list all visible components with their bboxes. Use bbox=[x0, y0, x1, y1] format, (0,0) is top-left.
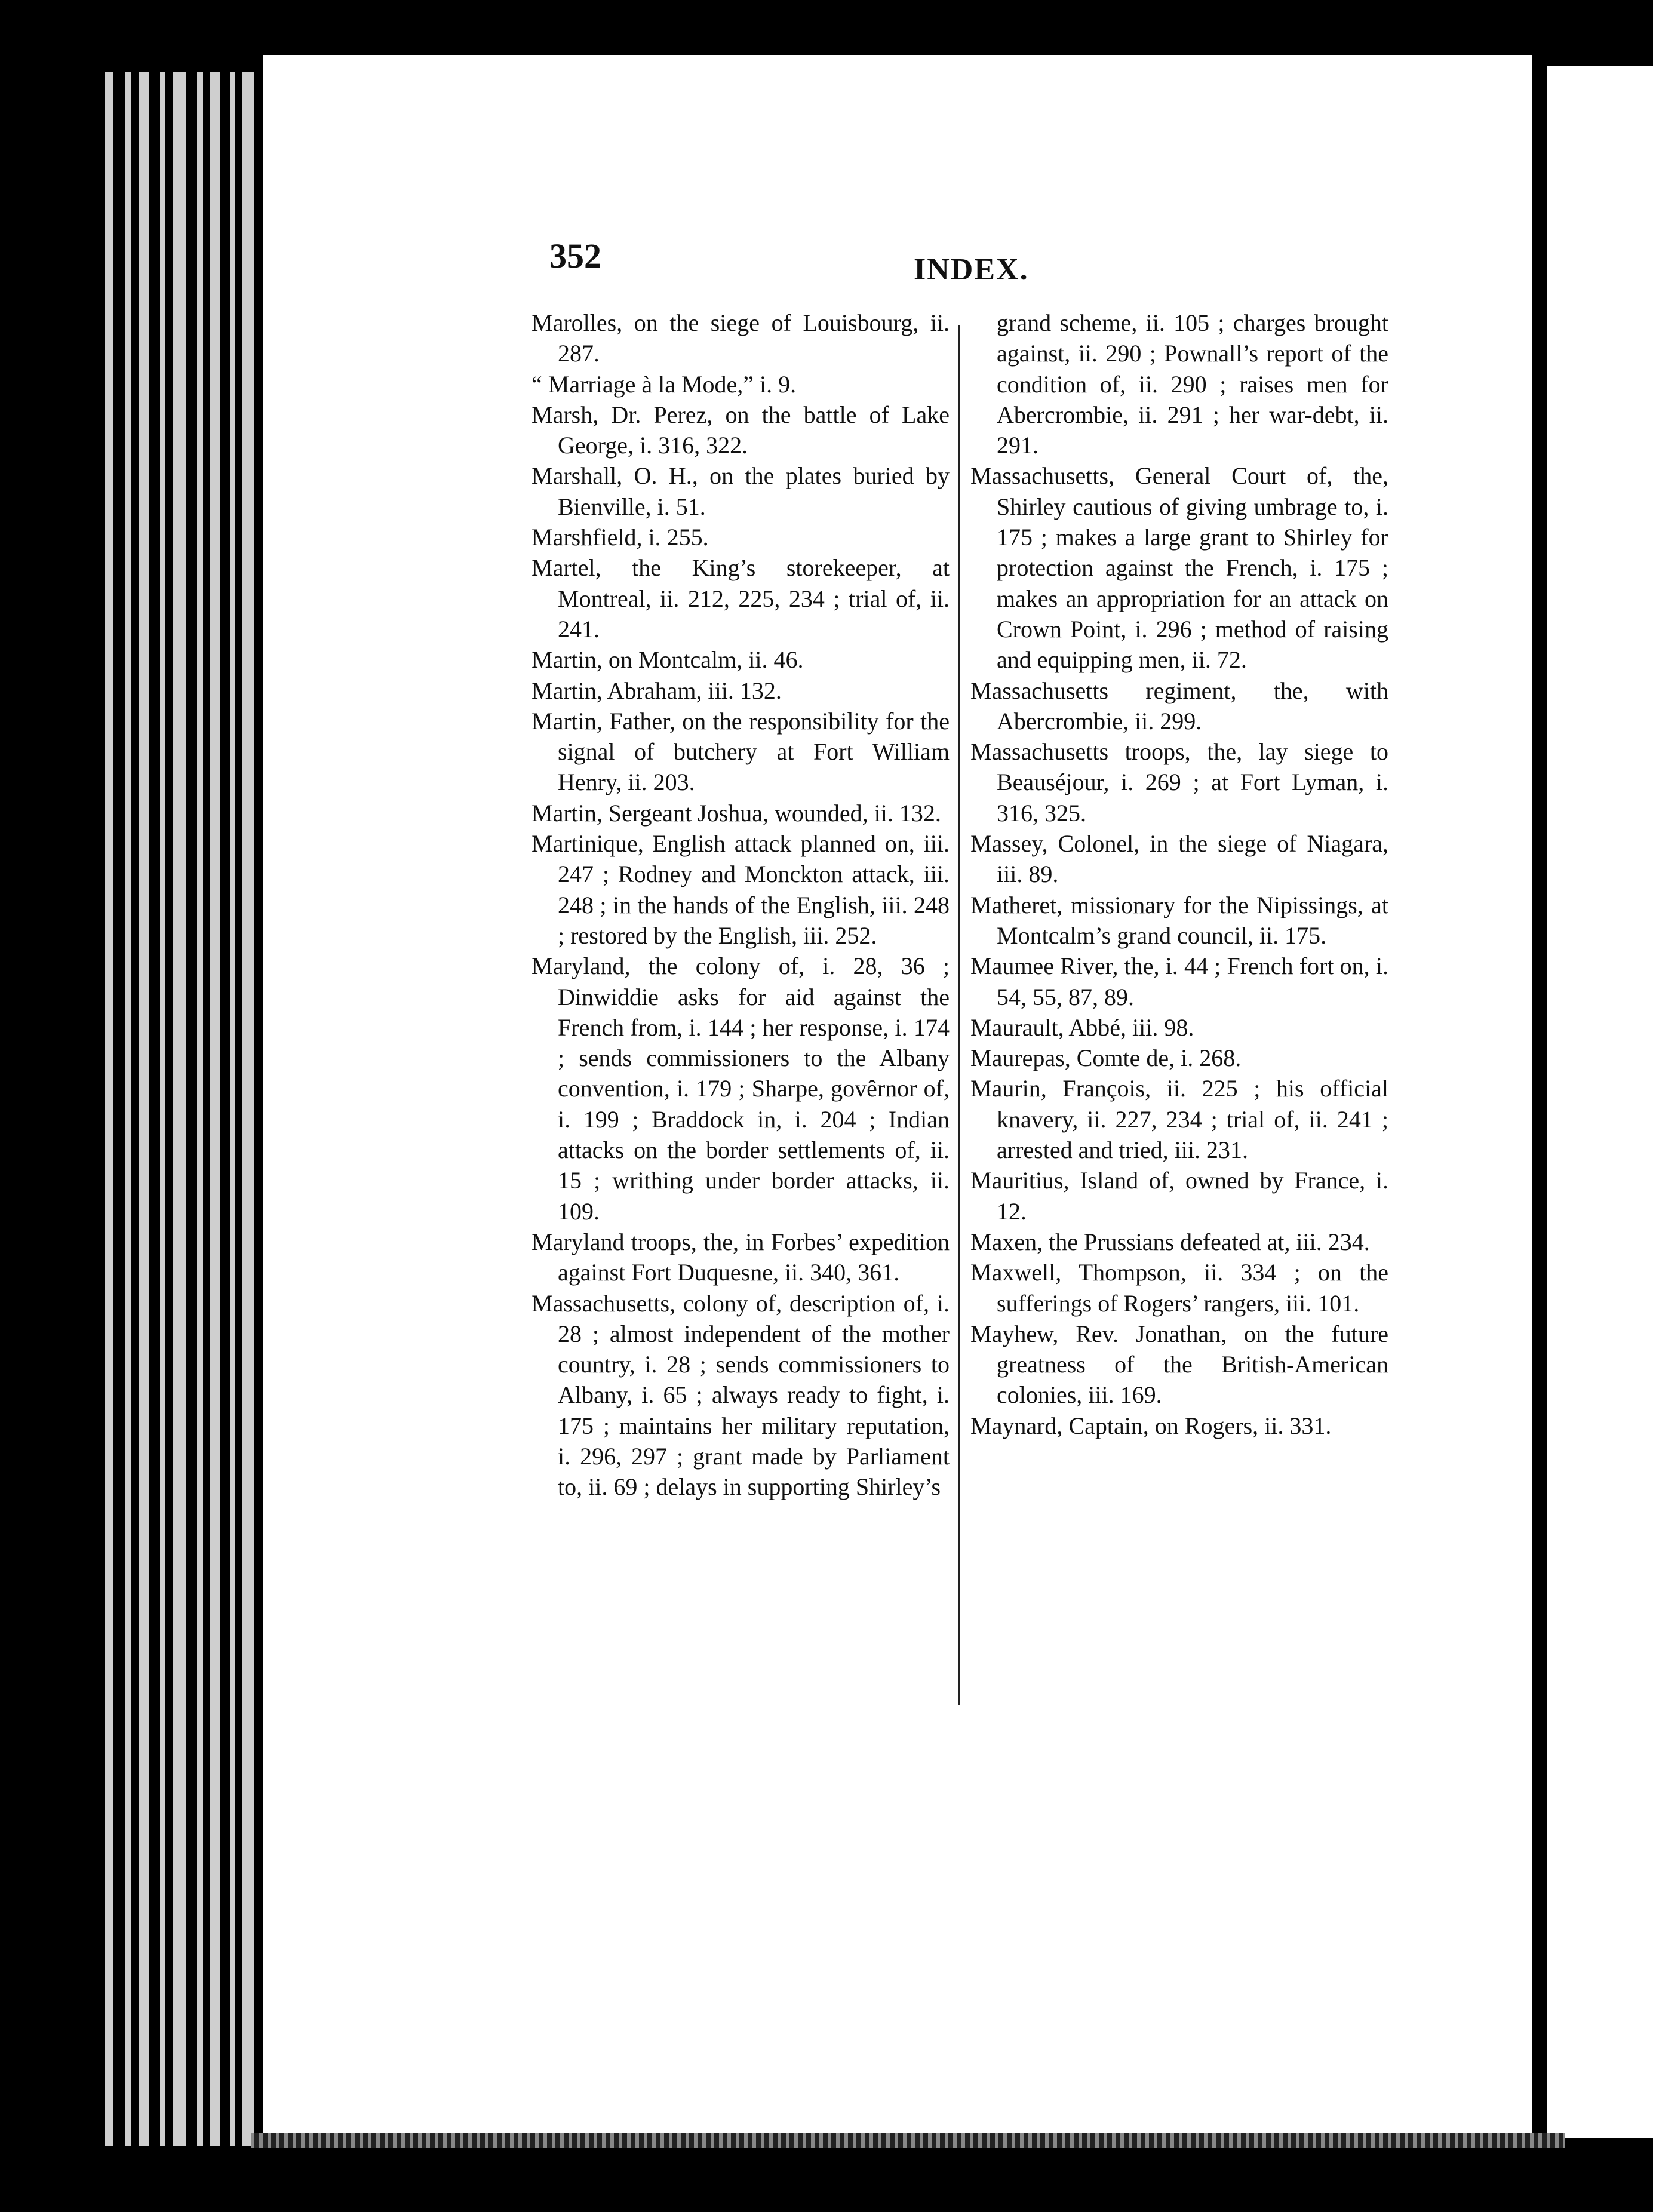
index-entry: Marshall, O. H., on the plates buried by Bienville, i. 51. bbox=[531, 462, 950, 520]
index-entry: Martinique, English attack planned on, iii. 247 ; Rodney and Monckton attack, iii. 248 ; in the hands of the English, iii. 248 ; restored by the English, iii. 252. bbox=[531, 830, 950, 949]
index-entry: Martel, the King’s storekeeper, at Montreal, ii. 212, 225, 234 ; trial of, ii. 241. bbox=[531, 554, 950, 643]
index-entry: Maxen, the Prussians defeated at, iii. 234. bbox=[970, 1228, 1370, 1255]
book-edge-left bbox=[0, 0, 275, 2212]
index-entry: Massachusetts regiment, the, with Abercrombie, ii. 299. bbox=[970, 677, 1388, 735]
index-entry: Maynard, Captain, on Rogers, ii. 331. bbox=[970, 1412, 1332, 1439]
index-entry-continued: grand scheme, ii. 105 ; charges brought against, ii. 290 ; Pownall’s report of the condition of, ii. 290 ; raises men for Abercrombie, ii. 291 ; her war-debt, ii. 291. bbox=[997, 309, 1388, 459]
index-entry: Mauritius, Island of, owned by France, i. 12. bbox=[970, 1167, 1388, 1225]
index-entry: Martin, Sergeant Joshua, wounded, ii. 132. bbox=[531, 799, 941, 827]
index-entry: Martin, Abraham, iii. 132. bbox=[531, 677, 782, 704]
index-column-left bbox=[531, 308, 950, 1503]
next-page-edge bbox=[1547, 66, 1653, 2138]
index-entry: Maryland, the colony of, i. 28, 36 ; Dinwiddie asks for aid against the French from, i. 144 ; her response, i. 174 ; sends commissioners to the Albany convention, i. 179 ; Sharpe, govêrnor of, i. 199 ; Braddock in, i. 204 ; Indian attacks on the border settlements of, ii. 15 ; writhing under border attacks, ii. 109. bbox=[531, 953, 950, 1225]
index-entry: Maryland troops, the, in Forbes’ expedition against Fort Duquesne, ii. 340, 361. bbox=[531, 1228, 950, 1286]
index-entry: Massachusetts, General Court of, the, Shirley cautious of giving umbrage to, i. 175 ; makes a large grant to Shirley for protection against the French, i. 175 ; makes an appropriation for an attack on Crown Point, i. 296 ; method of raising and equipping men, ii. 72. bbox=[970, 462, 1388, 674]
index-entry: Maumee River, the, i. 44 ; French fort on, i. 54, 55, 87, 89. bbox=[970, 953, 1388, 1010]
index-entry: Marsh, Dr. Perez, on the battle of Lake George, i. 316, 322. bbox=[531, 401, 950, 459]
index-entry: Marshfield, i. 255. bbox=[531, 524, 709, 551]
index-column-right bbox=[970, 308, 1388, 1441]
index-entry: “ Marriage à la Mode,” i. 9. bbox=[531, 370, 797, 398]
index-entry: Mayhew, Rev. Jonathan, on the future greatness of the British-American colonies, iii. 169. bbox=[970, 1320, 1388, 1409]
index-entry: Martin, Father, on the responsibility for the signal of butchery at Fort William Henry, ii. 203. bbox=[531, 707, 950, 796]
page-bottom-edge bbox=[251, 2133, 1565, 2148]
page-gutter bbox=[1532, 55, 1547, 2133]
index-entry: Massachusetts, colony of, description of, i. 28 ; almost independent of the mother country, i. 28 ; sends commissioners to Albany, i. 65 ; always ready to fight, i. 175 ; maintains her military reputation, i. 296, 297 ; grant made by Parliament to, ii. 69 ; delays in supporting Shirley’s bbox=[531, 1289, 950, 1501]
index-entry: Martin, on Montcalm, ii. 46. bbox=[531, 646, 804, 674]
index-entry: Matheret, missionary for the Nipissings, at Montcalm’s grand council, ii. 175. bbox=[970, 891, 1388, 949]
column-divider bbox=[958, 325, 960, 1705]
index-entry: Maurepas, Comte de, i. 268. bbox=[970, 1044, 1242, 1072]
index-entry: Marolles, on the siege of Louisbourg, ii. 287. bbox=[531, 309, 950, 367]
running-head: INDEX. bbox=[914, 253, 1029, 287]
index-entry: Maurault, Abbé, iii. 98. bbox=[970, 1013, 1194, 1041]
page-number: 352 bbox=[549, 236, 601, 275]
index-entry: Maurin, François, ii. 225 ; his official knavery, ii. 227, 234 ; trial of, ii. 241 ; arrested and tried, iii. 231. bbox=[970, 1075, 1388, 1164]
index-entry: Maxwell, Thompson, ii. 334 ; on the sufferings of Rogers’ rangers, iii. 101. bbox=[970, 1259, 1388, 1317]
index-entry: Massachusetts troops, the, lay siege to Beauséjour, i. 269 ; at Fort Lyman, i. 316, 325. bbox=[970, 738, 1388, 827]
index-entry: Massey, Colonel, in the siege of Niagara, iii. 89. bbox=[970, 830, 1388, 888]
